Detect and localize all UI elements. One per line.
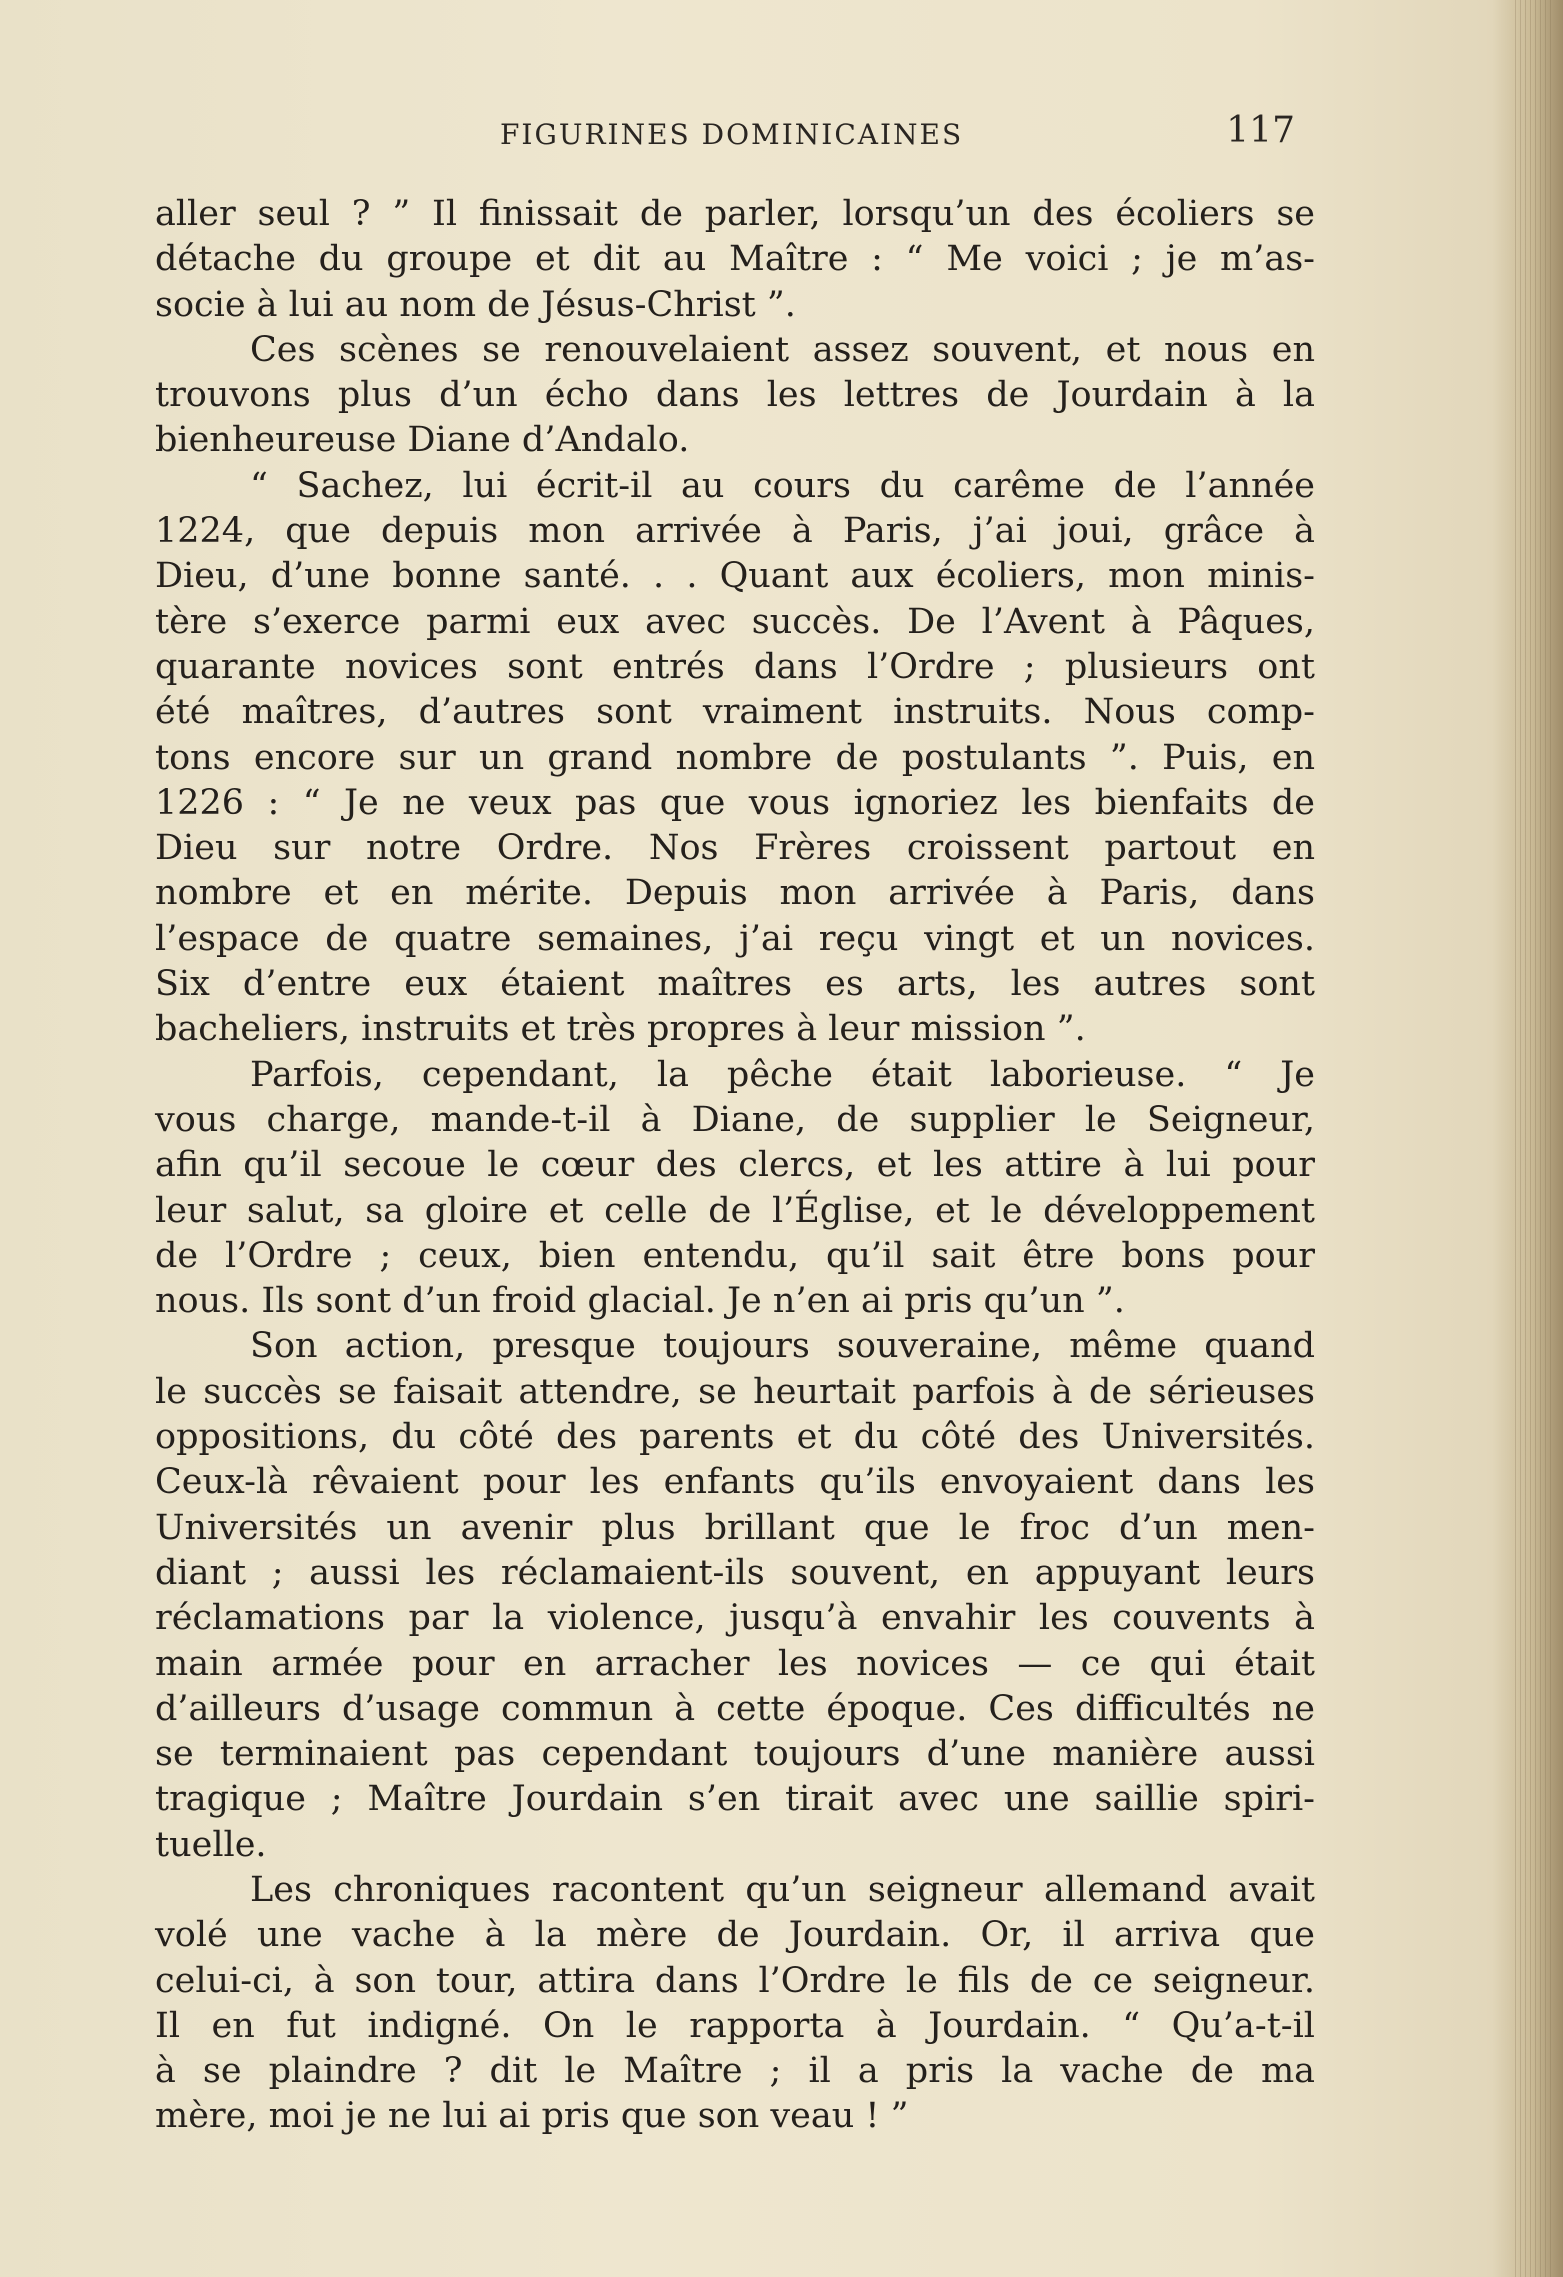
text-line: socie à lui au nom de Jésus-Christ ”. xyxy=(155,284,796,325)
text-line: Son action, presque toujours souveraine, même quand xyxy=(250,1326,1315,1367)
text-line: Il en fut indigné. On le rapporta à Jourdain. “ Qu’a-t-il xyxy=(155,2005,1315,2046)
text-line: Ces scènes se renouvelaient assez souvent, et nous en xyxy=(250,329,1315,370)
text-line: afin qu’il secoue le cœur des clercs, et les attire à lui pour xyxy=(155,1145,1315,1186)
text-line: Six d’entre eux étaient maîtres es arts, les autres sont xyxy=(155,964,1315,1005)
text-line: tons encore sur un grand nombre de postulants ”. Puis, en xyxy=(155,737,1315,778)
text-line: de l’Ordre ; ceux, bien entendu, qu’il sait être bons pour xyxy=(155,1235,1315,1276)
text-line: nombre et en mérite. Depuis mon arrivée à Paris, dans xyxy=(155,873,1315,914)
text-line: tragique ; Maître Jourdain s’en tirait avec une saillie spiri- xyxy=(155,1779,1315,1820)
text-line: volé une vache à la mère de Jourdain. Or, il arriva que xyxy=(155,1915,1315,1956)
text-line: bienheureuse Diane d’Andalo. xyxy=(155,420,690,461)
running-head: FIGURINES DOMINICAINES xyxy=(500,118,964,151)
text-line: Dieu sur notre Ordre. Nos Frères croissent partout en xyxy=(155,828,1315,869)
text-line: d’ailleurs d’usage commun à cette époque. Ces difficultés ne xyxy=(155,1688,1315,1729)
text-line: vous charge, mande-t-il à Diane, de supplier le Seigneur, xyxy=(155,1099,1315,1140)
text-line: été maîtres, d’autres sont vraiment instruits. Nous comp- xyxy=(155,692,1315,733)
text-line: trouvons plus d’un écho dans les lettres de Jourdain à la xyxy=(155,375,1315,416)
text-line: détache du groupe et dit au Maître : “ Me voici ; je m’as- xyxy=(155,239,1315,280)
page-header xyxy=(150,110,1310,160)
text-line: Ceux-là rêvaient pour les enfants qu’ils envoyaient dans les xyxy=(155,1462,1315,1503)
page-number: 117 xyxy=(1226,110,1295,151)
text-line: aller seul ? ” Il finissait de parler, lorsqu’un des écoliers se xyxy=(155,194,1315,234)
text-line: nous. Ils sont d’un froid glacial. Je n’en ai pris qu’un ”. xyxy=(155,1281,1125,1322)
text-line: tuelle. xyxy=(155,1824,267,1865)
text-line: Dieu, d’une bonne santé. . . Quant aux écoliers, mon minis- xyxy=(155,556,1315,597)
text-line: le succès se faisait attendre, se heurtait parfois à de sérieuses xyxy=(155,1371,1315,1412)
text-line: Universités un avenir plus brillant que le froc d’un men- xyxy=(155,1507,1315,1548)
text-line: mère, moi je ne lui ai pris que son veau ! ” xyxy=(155,2096,909,2137)
page-edge-lines xyxy=(1515,0,1555,2277)
text-line: à se plaindre ? dit le Maître ; il a pris la vache de ma xyxy=(155,2051,1315,2092)
text-line: réclamations par la violence, jusqu’à envahir les couvents à xyxy=(155,1598,1315,1639)
text-line: Parfois, cependant, la pêche était laborieuse. “ Je xyxy=(250,1054,1315,1095)
text-line: quarante novices sont entrés dans l’Ordre ; plusieurs ont xyxy=(155,646,1315,687)
text-line: Les chroniques racontent qu’un seigneur allemand avait xyxy=(250,1869,1315,1910)
body-text xyxy=(155,192,1315,2140)
text-line: 1224, que depuis mon arrivée à Paris, j’ai joui, grâce à xyxy=(155,511,1315,552)
text-line: l’espace de quatre semaines, j’ai reçu vingt et un novices. xyxy=(155,918,1315,959)
text-line: leur salut, sa gloire et celle de l’Église, et le développement xyxy=(155,1190,1315,1231)
text-line: tère s’exerce parmi eux avec succès. De l’Avent à Pâques, xyxy=(155,601,1315,642)
text-line: diant ; aussi les réclamaient-ils souvent, en appuyant leurs xyxy=(155,1552,1315,1593)
text-line: bacheliers, instruits et très propres à leur mission ”. xyxy=(155,1009,1086,1050)
text-line: oppositions, du côté des parents et du côté des Universités. xyxy=(155,1417,1315,1458)
text-line: se terminaient pas cependant toujours d’une manière aussi xyxy=(155,1734,1315,1775)
text-line: 1226 : “ Je ne veux pas que vous ignoriez les bienfaits de xyxy=(155,782,1315,823)
text-line: main armée pour en arracher les novices — ce qui était xyxy=(155,1643,1315,1684)
text-line: “ Sachez, lui écrit-il au cours du carême de l’année xyxy=(250,465,1315,506)
text-line: celui-ci, à son tour, attira dans l’Ordre le fils de ce seigneur. xyxy=(155,1960,1315,2001)
